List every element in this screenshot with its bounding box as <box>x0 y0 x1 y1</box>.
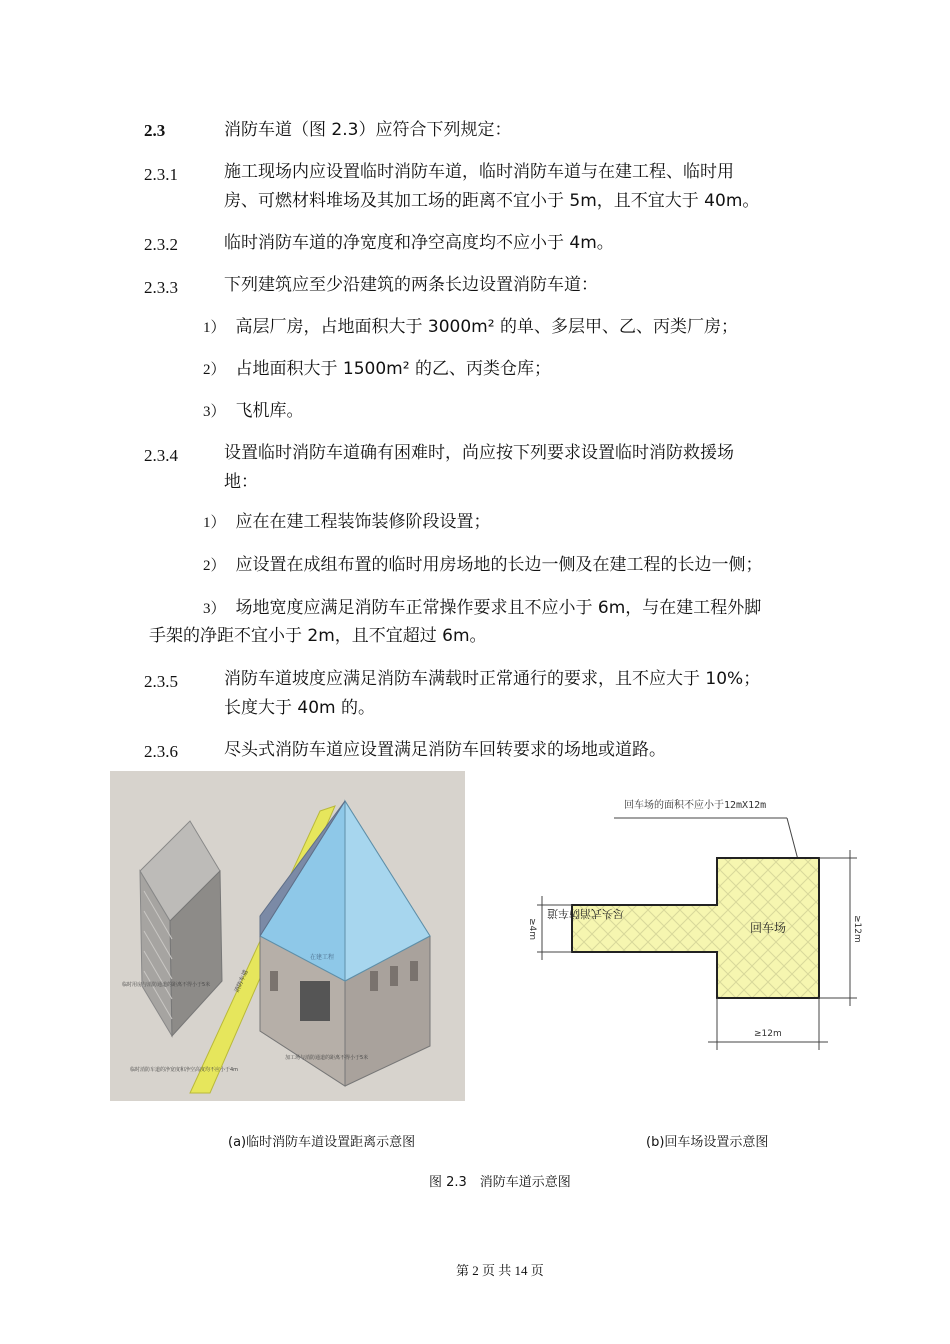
clause-line: 地： <box>224 472 258 492</box>
list-item <box>203 397 304 427</box>
clause-text <box>224 158 759 216</box>
clause-text <box>224 439 734 497</box>
figure-a-illustration <box>110 771 465 1101</box>
figure-b-diagram <box>512 790 892 1060</box>
list-text: 飞机库。 <box>235 401 304 421</box>
clause-line: 设置临时消防车道确有困难时，尚应按下列要求设置临时消防救援场 <box>224 443 734 463</box>
clause-line: 临时消防车道的净宽度和净空高度均不应小于 4m。 <box>224 233 614 253</box>
clause-line: 消防车道（图 2.3）应符合下列规定： <box>224 120 512 140</box>
clause-number: 2.3.3 <box>144 278 178 297</box>
list-item <box>203 313 738 343</box>
clause-line: 房、可燃材料堆场及其加工场的距离不宜小于 5m，且不宜大于 40m。 <box>224 191 760 211</box>
list-marker: 1） <box>203 320 226 336</box>
clause-text <box>224 665 760 723</box>
clause-text <box>224 736 666 765</box>
clause-line: 下列建筑应至少沿建筑的两条长边设置消防车道： <box>224 275 598 295</box>
list-text: 应在在建工程装饰装修阶段设置； <box>235 512 491 532</box>
clause-number: 2.3 <box>144 121 166 140</box>
list-item <box>203 594 761 624</box>
clause-text <box>224 229 614 258</box>
list-item-continuation <box>149 622 487 651</box>
list-text: 占地面积大于 1500m² 的乙、丙类仓库； <box>235 359 551 379</box>
figure-a-label: 加工场与消防通道的距离不得小于5米 <box>285 1055 369 1061</box>
list-item <box>203 508 491 538</box>
figure-a-label: 在建工程 <box>310 954 335 961</box>
list-text: 高层厂房，占地面积大于 3000m² 的单、多层甲、乙、丙类厂房； <box>235 317 738 337</box>
clause-line: 消防车道坡度应满足消防车满载时正常通行的要求，且不应大于 10%； <box>224 669 761 689</box>
page-footer: 第 2 页 共 14 页 <box>456 1263 544 1278</box>
clause-number: 2.3.1 <box>144 165 178 184</box>
figure-a-caption: (a)临时消防车道设置距离示意图 <box>228 1135 416 1150</box>
dead-end-road-label: 尽头式消防车道 <box>547 907 624 920</box>
figure-a-label: 临时消防车道的净宽度和净空高度均不应小于4m <box>130 1067 239 1073</box>
dimension-label: ≥12m <box>754 1029 782 1039</box>
list-item <box>203 551 763 581</box>
list-marker: 2） <box>203 558 226 574</box>
figure-a-label: 消防车道 <box>233 969 250 994</box>
clause-number: 2.3.2 <box>144 235 178 254</box>
figure-title: 图 2.3 消防车道示意图 <box>429 1175 571 1190</box>
list-text: 手架的净距不宜小于 2m，且不宜超过 6m。 <box>149 626 487 646</box>
clause-number: 2.3.4 <box>144 446 178 465</box>
list-marker: 2） <box>203 362 226 378</box>
list-text: 应设置在成组布置的临时用房场地的长边一侧及在建工程的长边一侧； <box>235 555 763 575</box>
clause-text <box>224 116 511 145</box>
dimension-label: ≥4m <box>527 918 537 941</box>
clause-number: 2.3.5 <box>144 672 178 691</box>
clause-line: 长度大于 40m 的。 <box>224 698 375 718</box>
turnaround-label: 回车场 <box>750 921 787 935</box>
figure-b-caption: (b)回车场设置示意图 <box>646 1135 769 1150</box>
turnaround-area-note: 回车场的面积不应小于12mX12m <box>624 800 767 811</box>
clause-line: 尽头式消防车道应设置满足消防车回转要求的场地或道路。 <box>224 740 666 760</box>
list-marker: 3） <box>203 601 226 617</box>
list-marker: 1） <box>203 515 226 531</box>
figure-a-label: 临时用房与消防通道的距离不得小于5米 <box>122 982 211 988</box>
clause-text <box>224 271 598 300</box>
dimension-label: ≥12m <box>852 915 862 943</box>
clause-number: 2.3.6 <box>144 742 178 761</box>
clause-line: 施工现场内应设置临时消防车道，临时消防车道与在建工程、临时用 <box>224 162 734 182</box>
list-text: 场地宽度应满足消防车正常操作要求且不应小于 6m，与在建工程外脚 <box>235 598 762 618</box>
list-marker: 3） <box>203 404 226 420</box>
list-item <box>203 355 551 385</box>
